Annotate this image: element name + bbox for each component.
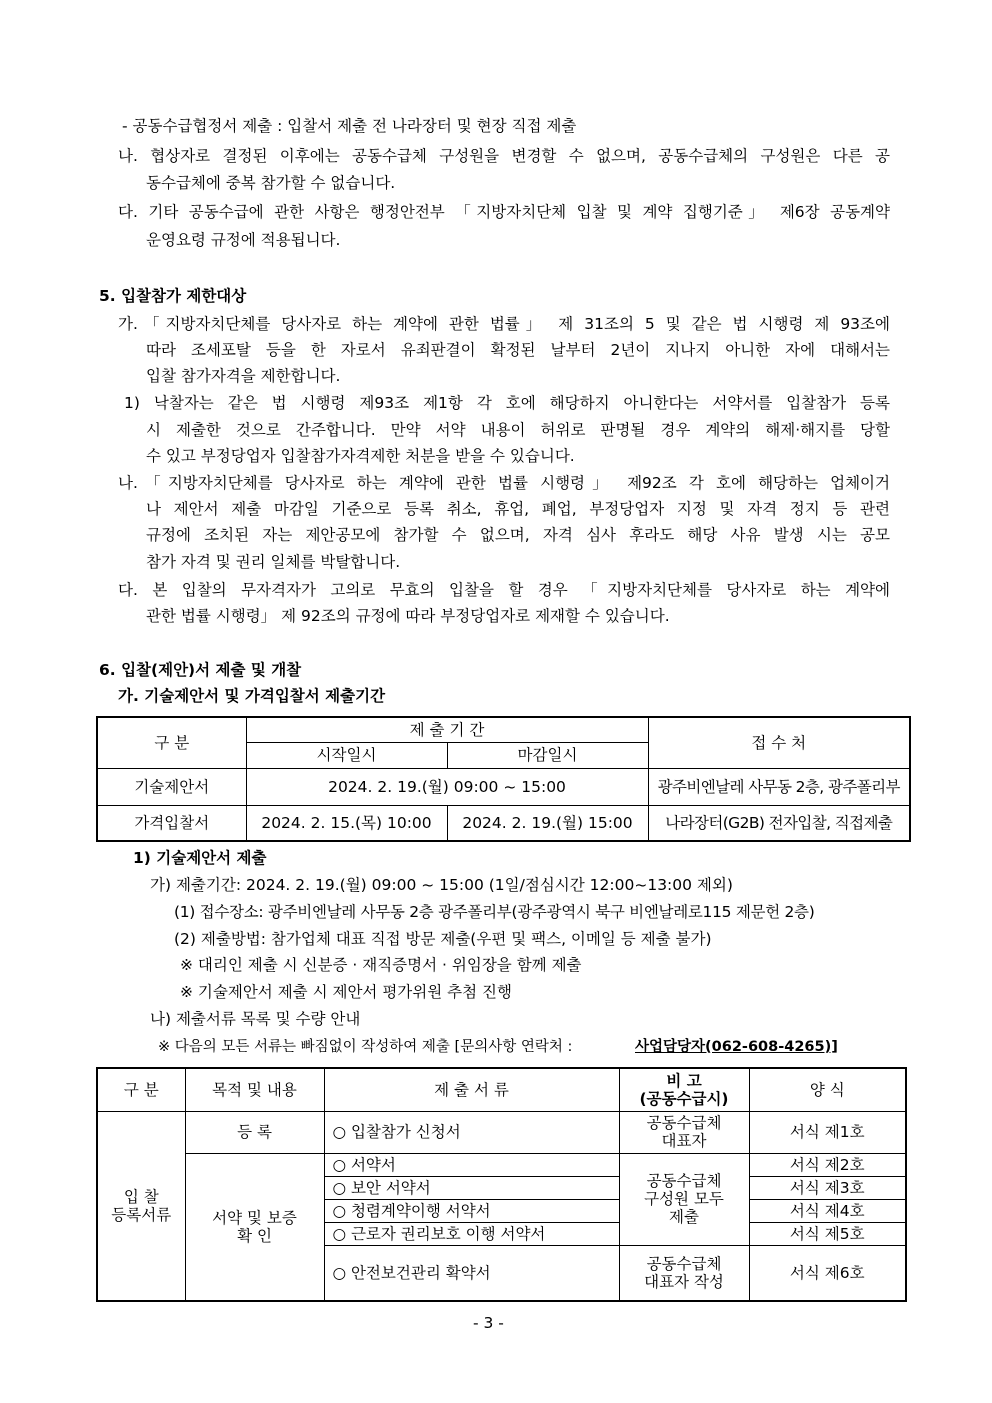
sec5-ga-line2: 따라 조세포탈 등을 한 자로서 유죄판결이 확정된 날부터 2년이 지나지 아니한 자에 대해서는	[146, 341, 890, 359]
t1-header-start: 시작일시	[246, 742, 447, 768]
t2-form-6: 서식 제6호	[749, 1245, 906, 1301]
sec5-one-line3: 수 있고 부정당업자 입찰참가자격제한 처분을 받을 수 있습니다.	[146, 447, 575, 465]
t2-note1-line2: 대표자	[661, 1132, 707, 1150]
t2-category-line1: 입 찰	[123, 1187, 159, 1206]
t1-header-receipt: 접 수 처	[648, 717, 910, 768]
sec6-ga-period: 가) 제출기간: 2024. 2. 19.(월) 09:00 ~ 15:00 (1일/점심시간 12:00~13:00 제외)	[150, 876, 733, 894]
sec5-da-line1: 다. 본 입찰의 무자격자가 고의로 무효의 입찰을 할 경우 「지방자치단체를 당사자로 하는 계약에	[118, 581, 890, 599]
t2-doc-security-pledge: ○ 보안 서약서	[324, 1176, 619, 1199]
t2-doc-application: ○ 입찰참가 신청서	[324, 1111, 619, 1153]
sec5-na-line1: 나.「지방자치단체를 당사자로 하는 계약에 관한 법률 시행령」 제92조 각 호에 해당하는 업체이거	[118, 474, 890, 492]
t1-row2-category: 가격입찰서	[97, 805, 246, 841]
t2-purpose-register: 등 록	[185, 1111, 324, 1153]
t2-form-3: 서식 제3호	[749, 1176, 906, 1199]
t2-category-cell	[97, 1111, 185, 1301]
t2-form-4: 서식 제4호	[749, 1199, 906, 1222]
sec4-dash-item: - 공동수급협정서 제출 : 입찰서 제출 전 나라장터 및 현장 직접 제출	[122, 117, 577, 135]
t2-form-5: 서식 제5호	[749, 1222, 906, 1245]
t2-note-all-members	[619, 1153, 749, 1245]
t2-doc-safety-commitment: ○ 안전보건관리 확약서	[324, 1245, 619, 1301]
sec5-title: 5. 입찰참가 제한대상	[99, 287, 247, 305]
submission-period-table	[96, 716, 911, 842]
sec5-na-line3: 규정에 조치된 자는 제안공모에 참가할 수 없으며, 자격 심사 후라도 해당 사유 발생 시는 공모	[146, 526, 890, 544]
t1-row1-receipt: 광주비엔날레 사무동 2층, 광주폴리부	[648, 768, 910, 805]
t2-purpose-pledge	[185, 1153, 324, 1301]
t2-category-line2: 등록서류	[111, 1205, 172, 1224]
t2-note-representative	[619, 1111, 749, 1153]
t1-header-category: 구 분	[97, 717, 246, 768]
t2-header-docs: 제 출 서 류	[324, 1068, 619, 1111]
t2-doc-worker-rights-pledge: ○ 근로자 권리보호 이행 서약서	[324, 1222, 619, 1245]
sec5-one-line1: 1) 낙찰자는 같은 법 시행령 제93조 제1항 각 호에 해당하지 아니한다는 서약서를 입찰참가 등록	[124, 394, 890, 412]
t1-header-end: 마감일시	[447, 742, 648, 768]
sec6-item1-title: 1) 기술제안서 제출	[133, 849, 267, 867]
t2-header-purpose: 목적 및 내용	[185, 1068, 324, 1111]
t2-header-note-line1: 비 고	[666, 1071, 702, 1090]
sec6-note1: ※ 대리인 제출 시 신분증 · 재직증명서 · 위임장을 함께 제출	[180, 956, 582, 974]
sec6-p2-method: (2) 제출방법: 참가업체 대표 직접 방문 제출(우편 및 팩스, 이메일 등 제출 불가)	[174, 930, 712, 948]
sec5-da-line2: 관한 법률 시행령」 제 92조의 규정에 따라 부정당업자로 제재할 수 있습니다.	[146, 607, 670, 625]
sec6-note2: ※ 기술제안서 제출 시 제안서 평가위원 추첨 진행	[180, 983, 512, 1001]
t2-note-representative-write	[619, 1245, 749, 1301]
contact-phone: 사업담당자(062-608-4265)]	[635, 1039, 838, 1055]
t2-purpose-pledge-line1: 서약 및 보증	[212, 1208, 297, 1227]
required-documents-table	[96, 1067, 907, 1302]
t2-note3-line1: 공동수급체	[646, 1254, 722, 1273]
t2-form-1: 서식 제1호	[749, 1111, 906, 1153]
sec5-one-line2: 시 제출한 것으로 간주합니다. 만약 서약 내용이 허위로 판명될 경우 계약의 해제·해지를 당할	[146, 421, 890, 439]
t1-row2-start: 2024. 2. 15.(목) 10:00	[246, 805, 447, 841]
t2-header-note	[619, 1068, 749, 1111]
sec6-na-docs: 나) 제출서류 목록 및 수량 안내	[150, 1010, 361, 1028]
sec6-sub-ga: 가. 기술제안서 및 가격입찰서 제출기간	[118, 687, 386, 705]
sec6-note3: ※ 다음의 모든 서류는 빠짐없이 작성하여 제출 [문의사항 연락처 :	[158, 1039, 573, 1055]
t2-purpose-pledge-line2: 확 인	[237, 1226, 272, 1245]
t1-row1-category: 기술제안서	[97, 768, 246, 805]
t1-row2-end: 2024. 2. 19.(월) 15:00	[447, 805, 648, 841]
sec5-ga-line1: 가.「지방자치단체를 당사자로 하는 계약에 관한 법률」 제 31조의 5 및 같은 법 시행령 제 93조에	[118, 315, 890, 333]
t1-row1-period: 2024. 2. 19.(월) 09:00 ~ 15:00	[246, 768, 648, 805]
t2-note1-line1: 공동수급체	[646, 1114, 722, 1132]
sec5-na-line4: 참가 자격 및 권리 일체를 박탈합니다.	[146, 553, 401, 571]
t2-doc-integrity-pledge: ○ 청렴계약이행 서약서	[324, 1199, 619, 1222]
t1-row2-receipt: 나라장터(G2B) 전자입찰, 직접제출	[648, 805, 910, 841]
sec5-ga-line3: 입찰 참가자격을 제한합니다.	[146, 367, 341, 385]
t2-form-2: 서식 제2호	[749, 1153, 906, 1176]
sec4-na-line1: 나. 협상자로 결정된 이후에는 공동수급체 구성원을 변경할 수 없으며, 공동수급체의 구성원은 다른 공	[118, 147, 890, 165]
sec6-title: 6. 입찰(제안)서 제출 및 개찰	[99, 661, 302, 679]
t2-note3-line2: 대표자 작성	[644, 1272, 724, 1291]
t2-header-category: 구 분	[97, 1068, 185, 1111]
page-number: - 3 -	[473, 1314, 504, 1332]
sec4-da-line1: 다. 기타 공동수급에 관한 사항은 행정안전부 「지방자치단체 입찰 및 계약 집행기준」 제6장 공동계약	[118, 203, 890, 221]
t2-note2-line2: 구성원 모두	[644, 1190, 724, 1208]
t2-header-note-line2: (공동수급시)	[639, 1089, 729, 1108]
t1-header-period: 제 출 기 간	[246, 717, 648, 742]
t2-doc-pledge: ○ 서약서	[324, 1153, 619, 1176]
sec4-da-line2: 운영요령 규정에 적용됩니다.	[146, 231, 341, 249]
sec4-na-line2: 동수급체에 중복 참가할 수 없습니다.	[146, 174, 396, 192]
sec5-na-line2: 나 제안서 제출 마감일 기준으로 등록 취소, 휴업, 폐업, 부정당업자 지정 및 자격 정지 등 관련	[146, 500, 890, 518]
t2-note2-line1: 공동수급체	[646, 1172, 722, 1190]
t2-header-form: 양 식	[749, 1068, 906, 1111]
sec6-p1-location: (1) 접수장소: 광주비엔날레 사무동 2층 광주폴리부(광주광역시 북구 비엔날레로115 제문헌 2층)	[174, 903, 815, 921]
t2-note2-line3: 제출	[669, 1208, 699, 1226]
